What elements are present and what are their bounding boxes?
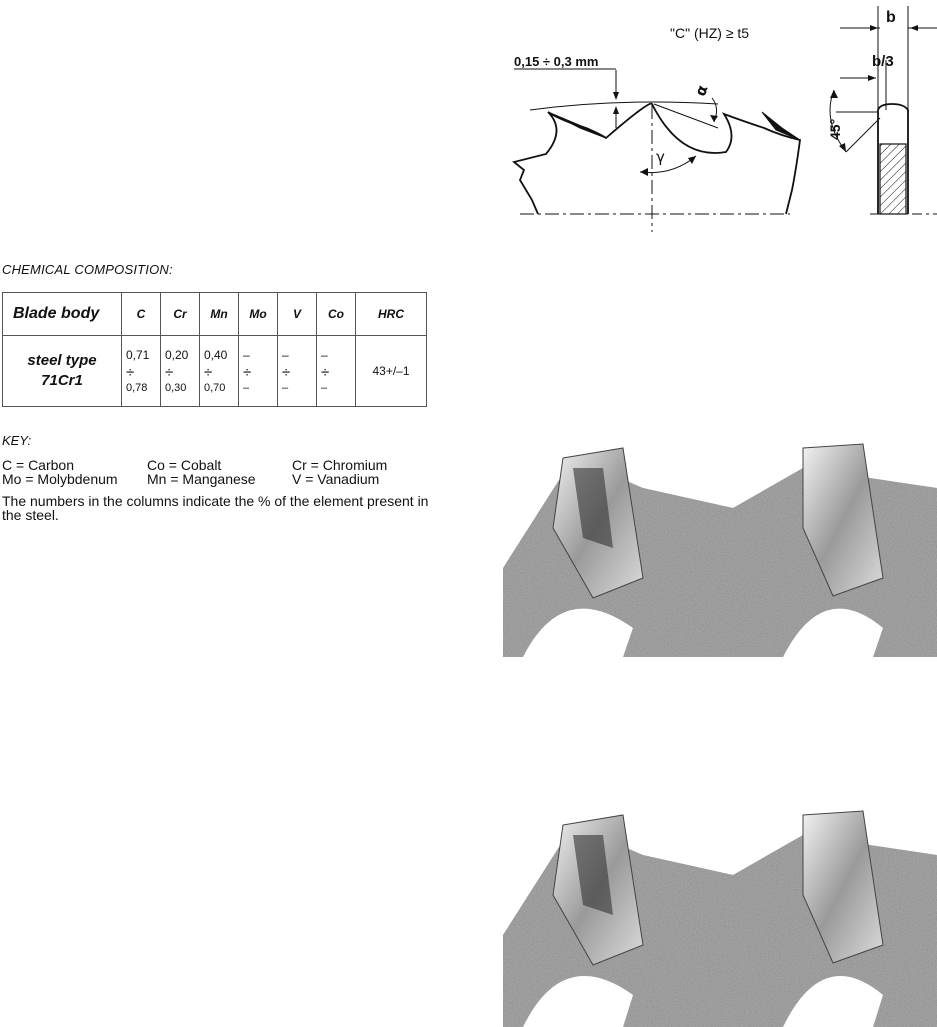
cell-cr [161, 336, 200, 407]
mo-max: – [243, 381, 250, 394]
key-item: Cr = Chromium [292, 457, 388, 473]
steel-type-label: steel type [27, 352, 97, 369]
v-max: – [282, 381, 289, 394]
key-item: Mn = Manganese [147, 471, 256, 487]
cr-max: 0,30 [165, 381, 187, 394]
cell-mo [239, 336, 278, 407]
header-c: C [122, 293, 161, 336]
alpha-label: α [691, 82, 712, 99]
composition-table [2, 292, 427, 407]
mo-min: – [243, 347, 250, 362]
width-label: b [886, 9, 896, 26]
chamfer-angle-label: 45° [827, 118, 843, 140]
cell-mn [200, 336, 239, 407]
table-row [3, 336, 427, 407]
cr-min: 0,20 [165, 347, 189, 362]
key-heading: KEY: [2, 433, 32, 448]
mn-min: 0,40 [204, 347, 228, 362]
key-note: The numbers in the columns indicate the % of the element present in the steel. [2, 493, 429, 523]
cell-hrc: 43+/–1 [356, 336, 427, 407]
gamma-label: γ [656, 148, 665, 166]
saw-teeth-photo-repeat [503, 795, 937, 1027]
c-range-sign: ÷ [126, 363, 135, 381]
key-row [2, 458, 387, 472]
tooth-geometry-diagram [500, 0, 937, 232]
co-max: – [321, 381, 328, 394]
saw-teeth-photo [503, 428, 937, 657]
table-header-row [3, 293, 427, 336]
cell-c [122, 336, 161, 407]
mn-max: 0,70 [204, 381, 226, 394]
chemical-composition-heading: CHEMICAL COMPOSITION: [2, 262, 173, 277]
header-blade-body: Blade body [3, 293, 122, 336]
v-range-sign: ÷ [282, 363, 291, 381]
key-item: C = Carbon [2, 457, 74, 473]
co-min: – [321, 347, 328, 362]
cell-v [278, 336, 317, 407]
spec-label: "C" (HZ) ≥ t5 [670, 25, 750, 41]
header-mo: Mo [239, 293, 278, 336]
header-co: Co [317, 293, 356, 336]
header-v: V [278, 293, 317, 336]
c-max: 0,78 [126, 381, 148, 394]
header-hrc: HRC [356, 293, 427, 336]
co-range-sign: ÷ [321, 363, 330, 381]
mn-range-sign: ÷ [204, 363, 213, 381]
steel-grade-label: 71Cr1 [41, 372, 83, 389]
steel-type-cell [3, 336, 122, 407]
cr-range-sign: ÷ [165, 363, 174, 381]
key-item: V = Vanadium [292, 471, 380, 487]
tip-clearance-label: 0,15 ÷ 0,3 mm [514, 54, 599, 69]
header-cr: Cr [161, 293, 200, 336]
c-min: 0,71 [126, 347, 150, 362]
key-item: Co = Cobalt [147, 457, 222, 473]
third-label: b/3 [872, 53, 894, 70]
v-min: – [282, 347, 289, 362]
cell-co [317, 336, 356, 407]
mo-range-sign: ÷ [243, 363, 252, 381]
header-mn: Mn [200, 293, 239, 336]
key-item: Mo = Molybdenum [2, 471, 118, 487]
key-row [2, 472, 379, 486]
